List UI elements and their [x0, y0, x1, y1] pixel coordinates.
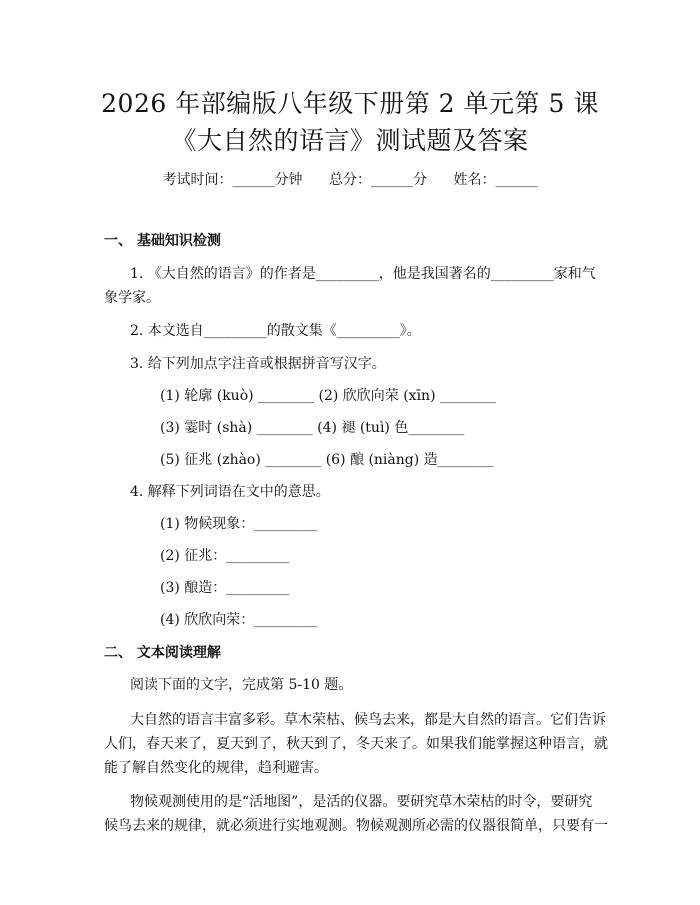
question-3-row-1: (1) 轮廓 (kuò) ________ (2) 欣欣向荣 (xīn) ________ — [160, 388, 496, 404]
question-4-item: (2) 征兆：_________ — [160, 548, 290, 564]
question-3-row-2: (3) 霎时 (shà) ________ (4) 褪 (tuì) 色________ — [160, 420, 465, 436]
reading-paragraph-2-line-1: 物候观测使用的是“活地图”，是活的仪器。要研究草木荣枯的时令，要研究 — [130, 794, 593, 810]
section-2-heading: 二、 文本阅读理解 — [104, 645, 221, 661]
question-4-stem: 4. 解释下列词语在文中的意思。 — [130, 484, 330, 500]
reading-paragraph-1-line-1: 大自然的语言丰富多彩。草木荣枯、候鸟去来，都是大自然的语言。它们告诉 — [130, 712, 606, 728]
reading-paragraph-1-line-2: 人们，春天来了，夏天到了，秋天到了，冬天来了。如果我们能掌握这种语言，就 — [104, 736, 608, 752]
question-4-item: (1) 物候现象：_________ — [160, 516, 318, 532]
exam-time: 考试时间：______分钟 — [162, 172, 303, 188]
reading-intro: 阅读下面的文字，完成第 5-10 题。 — [130, 677, 353, 693]
question-4-item: (3) 酿造：_________ — [160, 580, 290, 596]
exam-meta — [0, 169, 700, 189]
reading-paragraph-1-line-3: 能了解自然变化的规律，趋利避害。 — [104, 760, 328, 776]
question-1-line-1: 1. 《大自然的语言》的作者是_________，他是我国著名的_________家和气 — [130, 266, 596, 282]
title-line-2: 《大自然的语言》测试题及答案 — [171, 126, 529, 155]
reading-paragraph-2-line-2: 候鸟去来的规律，就必须进行实地观测。物候观测所必需的仪器很简单，只要有一 — [104, 818, 608, 834]
question-2: 2. 本文选自_________的散文集《_________》。 — [130, 323, 421, 339]
question-4-item: (4) 欣欣向荣：_________ — [160, 612, 318, 628]
question-1-line-2: 象学家。 — [104, 290, 160, 306]
total-score: 总分：______分 — [329, 172, 427, 188]
section-1-heading: 一、 基础知识检测 — [104, 233, 221, 249]
question-3-stem: 3. 给下列加点字注音或根据拼音写汉字。 — [130, 356, 386, 372]
title-line-1: 2026 年部编版八年级下册第 2 单元第 5 课 — [101, 89, 599, 118]
question-3-row-3: (5) 征兆 (zhào) ________ (6) 酿 (niàng) 造________ — [160, 452, 494, 468]
student-name: 姓名：______ — [453, 172, 538, 188]
